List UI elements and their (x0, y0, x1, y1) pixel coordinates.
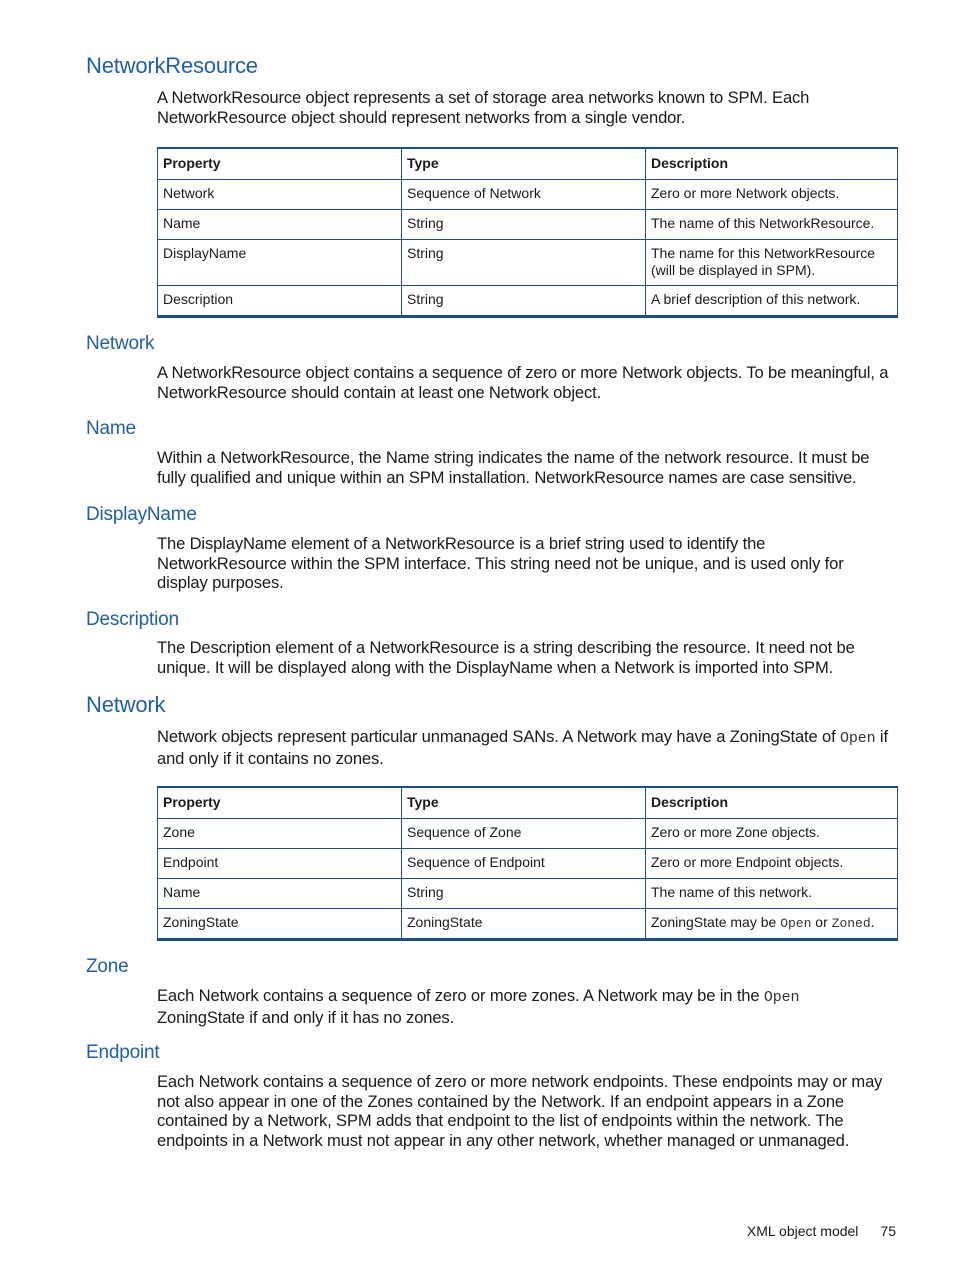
cell-description: The name of this NetworkResource. (646, 210, 898, 240)
page-footer (600, 1223, 896, 1239)
column-header-type: Type (402, 787, 646, 819)
cell-property: ZoningState (158, 909, 402, 940)
subsection-heading-name: Name (86, 418, 136, 439)
table-row (158, 210, 898, 240)
subsection-heading-network: Network (86, 333, 155, 354)
table-row (158, 909, 898, 940)
cell-type: Sequence of Endpoint (402, 849, 646, 879)
code-zoned: Zoned (831, 916, 871, 931)
cell-property: Description (158, 286, 402, 317)
subsection-name-text: Within a NetworkResource, the Name string indicates the name of the network resource. It must be fully qualified and unique within an SPM installation. NetworkResource names are case sensitive. (157, 448, 870, 487)
networkresource-property-table (157, 147, 898, 318)
cell-type: Sequence of Network (402, 180, 646, 210)
cell-description: Zero or more Network objects. (646, 180, 898, 210)
cell-property: Name (158, 210, 402, 240)
network-property-table (157, 786, 898, 941)
subsection-heading-description: Description (86, 609, 179, 630)
page-number: 75 (880, 1223, 896, 1239)
cell-type: ZoningState (402, 909, 646, 940)
cell-property: Name (158, 879, 402, 909)
subsection-network-text: A NetworkResource object contains a sequence of zero or more Network objects. To be meaningful, a NetworkResource should contain at least one Network object. (157, 363, 889, 402)
subsection-description-text: The Description element of a NetworkResource is a string describing the resource. It need not be unique. It will be displayed along with the DisplayName when a Network is imported into SPM. (157, 638, 855, 677)
section-heading-network: Network (86, 692, 166, 717)
code-open: Open (780, 916, 812, 931)
cell-description: The name of this network. (646, 879, 898, 909)
table-row (158, 180, 898, 210)
cell-type: String (402, 240, 646, 286)
column-header-property: Property (158, 148, 402, 180)
subsection-heading-endpoint: Endpoint (86, 1042, 160, 1063)
cell-type: String (402, 879, 646, 909)
code-open: Open (763, 989, 800, 1006)
cell-description: ZoningState may be Open or Zoned. (646, 909, 898, 940)
subsection-endpoint-text: Each Network contains a sequence of zero or more network endpoints. These endpoints may or may not also appear in one of the Zones contained by the Network. If an endpoint appears in a Zone contained by a Network, SPM adds that endpoint to the list of endpoints within the network. The endpoints in a Network must not appear in any other network, whether managed or unmanaged. (157, 1072, 883, 1150)
subsection-zone-text: Each Network contains a sequence of zero or more zones. A Network may be in the Open ZoningState if and only if it has no zones. (157, 986, 800, 1027)
subsection-heading-zone: Zone (86, 956, 129, 977)
column-header-description: Description (646, 787, 898, 819)
table-row (158, 286, 898, 317)
column-header-description: Description (646, 148, 898, 180)
table-row (158, 240, 898, 286)
cell-description: Zero or more Zone objects. (646, 819, 898, 849)
table-row (158, 819, 898, 849)
code-open: Open (840, 730, 876, 747)
cell-type: String (402, 210, 646, 240)
network-intro: Network objects represent particular unmanaged SANs. A Network may have a ZoningState of Open if and only if it contains no zones. (157, 727, 888, 768)
cell-type: Sequence of Zone (402, 819, 646, 849)
subsection-displayname-text: The DisplayName element of a NetworkResource is a brief string used to identify the NetworkResource within the SPM interface. This string need not be unique, and is used only for display purposes. (157, 534, 844, 592)
cell-description: A brief description of this network. (646, 286, 898, 317)
table-header-row (158, 148, 898, 180)
networkresource-intro: A NetworkResource object represents a set of storage area networks known to SPM. Each NetworkResource object should represent networks from a single vendor. (157, 88, 810, 127)
table-row (158, 879, 898, 909)
cell-description: Zero or more Endpoint objects. (646, 849, 898, 879)
section-heading-networkresource: NetworkResource (86, 53, 258, 78)
column-header-type: Type (402, 148, 646, 180)
column-header-property: Property (158, 787, 402, 819)
table-header-row (158, 787, 898, 819)
cell-property: Network (158, 180, 402, 210)
cell-property: DisplayName (158, 240, 402, 286)
cell-type: String (402, 286, 646, 317)
subsection-heading-displayname: DisplayName (86, 504, 197, 525)
cell-property: Zone (158, 819, 402, 849)
cell-property: Endpoint (158, 849, 402, 879)
cell-description: The name for this NetworkResource (will be displayed in SPM). (646, 240, 898, 286)
table-row (158, 849, 898, 879)
footer-title: XML object model (746, 1223, 859, 1239)
